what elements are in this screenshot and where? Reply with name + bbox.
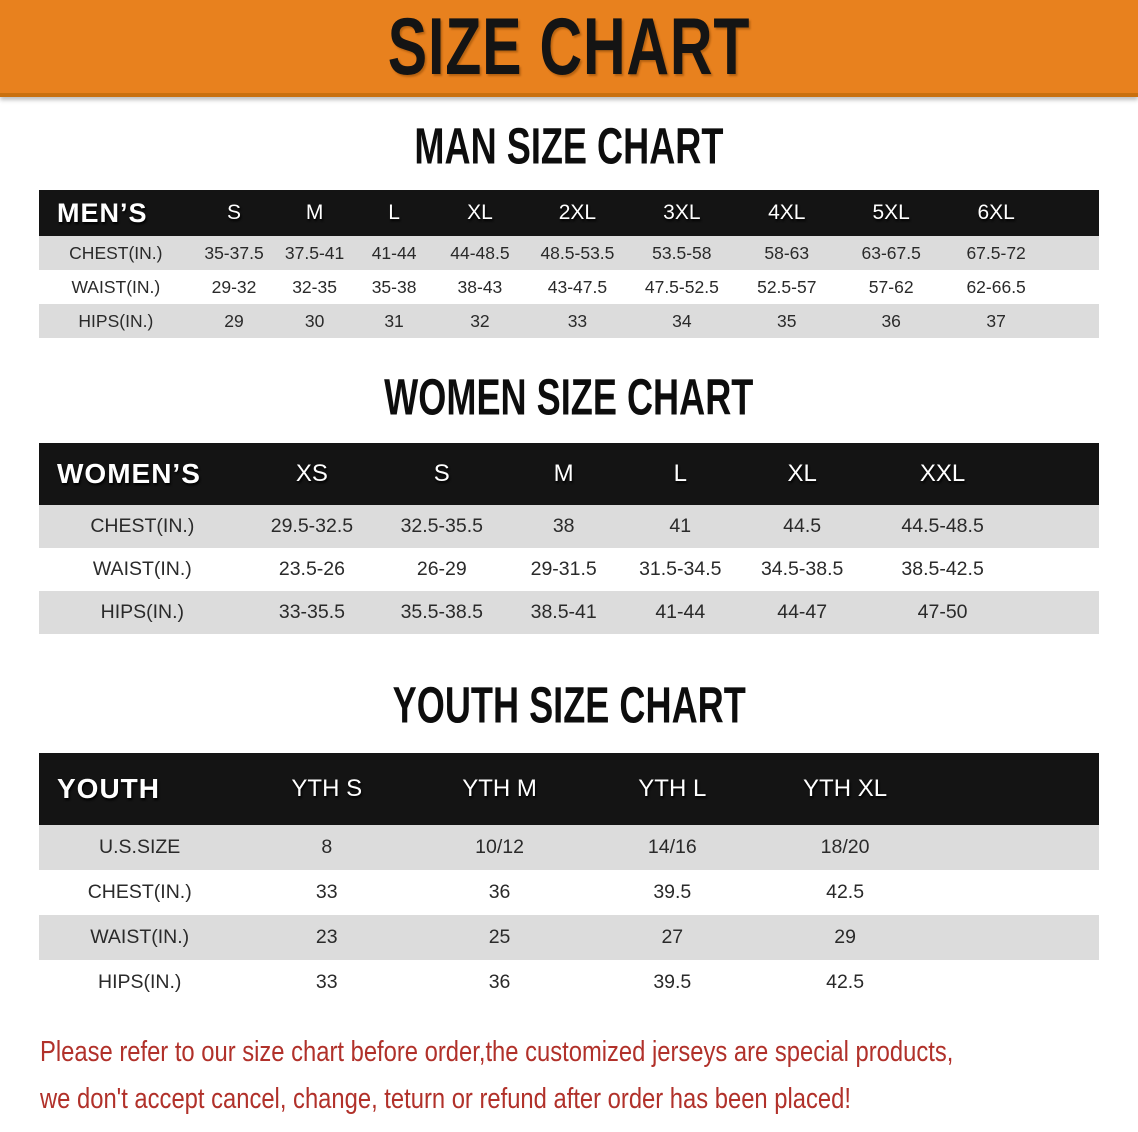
men-size-table [39,190,1099,338]
size-column-header: XXL [866,443,1020,505]
filler-cell [931,915,1099,960]
size-value: 36 [413,870,586,915]
size-value: 36 [413,960,586,1005]
size-value: 42.5 [759,960,932,1005]
size-value: 18/20 [759,825,932,870]
size-value: 44.5 [739,505,866,548]
youth-size-table [39,753,1099,1005]
size-value: 35.5-38.5 [378,591,505,634]
size-value: 10/12 [413,825,586,870]
size-value: 39.5 [586,870,759,915]
size-column-header: L [354,190,435,236]
size-column-header: 4XL [734,190,839,236]
size-column-header: L [622,443,739,505]
size-chart-banner [0,0,1138,97]
size-value: 14/16 [586,825,759,870]
size-value: 25 [413,915,586,960]
size-value: 47-50 [866,591,1020,634]
size-value: 34.5-38.5 [739,548,866,591]
size-value: 31.5-34.5 [622,548,739,591]
size-value: 36 [839,304,943,338]
women-section-heading-text: WOMEN SIZE CHART [384,369,754,427]
size-value: 38.5-41 [505,591,622,634]
size-column-header: 6XL [943,190,1049,236]
youth-section-heading [0,677,1138,735]
table-row [39,236,1099,270]
table-title-cell: YOUTH [39,753,240,825]
size-value: 43-47.5 [526,270,630,304]
size-value: 53.5-58 [629,236,734,270]
size-value: 33-35.5 [246,591,379,634]
size-column-header: M [275,190,353,236]
size-column-header: 5XL [839,190,943,236]
filler-cell [931,960,1099,1005]
filler-cell [1049,304,1099,338]
size-value: 23.5-26 [246,548,379,591]
size-value: 35 [734,304,839,338]
size-value: 29 [759,915,932,960]
size-column-header: XL [434,190,525,236]
size-value: 44-47 [739,591,866,634]
size-column-header: XL [739,443,866,505]
size-value: 37.5-41 [275,236,353,270]
size-column-header: XS [246,443,379,505]
size-column-header: YTH M [413,753,586,825]
filler-cell [1049,190,1099,236]
size-value: 23 [240,915,413,960]
disclaimer-line-1: Please refer to our size chart before order,the customized jerseys are special products, [40,1036,954,1068]
men-section-heading [0,118,1138,176]
measurement-label: HIPS(IN.) [39,960,240,1005]
measurement-label: WAIST(IN.) [39,270,193,304]
size-value: 35-37.5 [193,236,276,270]
women-section-heading [0,369,1138,427]
size-value: 67.5-72 [943,236,1049,270]
size-value: 52.5-57 [734,270,839,304]
filler-cell [1019,548,1099,591]
size-value: 35-38 [354,270,435,304]
men-section-heading-text: MAN SIZE CHART [414,118,724,176]
youth-section-heading-text: YOUTH SIZE CHART [392,677,746,735]
size-value: 33 [240,960,413,1005]
size-column-header: YTH L [586,753,759,825]
size-value: 8 [240,825,413,870]
measurement-label: WAIST(IN.) [39,915,240,960]
size-value: 63-67.5 [839,236,943,270]
size-value: 29.5-32.5 [246,505,379,548]
size-value: 30 [275,304,353,338]
size-value: 32.5-35.5 [378,505,505,548]
size-column-header: YTH S [240,753,413,825]
size-column-header: M [505,443,622,505]
filler-cell [1049,270,1099,304]
measurement-label: U.S.SIZE [39,825,240,870]
size-value: 41-44 [622,591,739,634]
measurement-label: HIPS(IN.) [39,591,246,634]
table-row [39,591,1099,634]
table-title-cell: WOMEN’S [39,443,246,505]
size-column-header: S [193,190,276,236]
filler-cell [1019,591,1099,634]
measurement-label: HIPS(IN.) [39,304,193,338]
size-value: 44-48.5 [434,236,525,270]
size-column-header: 2XL [526,190,630,236]
filler-cell [931,825,1099,870]
table-row [39,270,1099,304]
size-value: 38-43 [434,270,525,304]
size-value: 47.5-52.5 [629,270,734,304]
size-column-header: 3XL [629,190,734,236]
filler-cell [931,870,1099,915]
size-column-header: YTH XL [759,753,932,825]
size-column-header: S [378,443,505,505]
size-value: 41-44 [354,236,435,270]
filler-cell [1049,236,1099,270]
size-value: 37 [943,304,1049,338]
measurement-label: CHEST(IN.) [39,505,246,548]
disclaimer-note [40,1029,1138,1123]
size-value: 39.5 [586,960,759,1005]
disclaimer-line-2: we don't accept cancel, change, teturn or refund after order has been placed! [40,1082,851,1115]
size-value: 32-35 [275,270,353,304]
size-value: 31 [354,304,435,338]
table-header-row [39,190,1099,236]
size-value: 33 [240,870,413,915]
measurement-label: CHEST(IN.) [39,236,193,270]
size-value: 57-62 [839,270,943,304]
banner-title: SIZE CHART [387,1,751,92]
size-value: 29 [193,304,276,338]
size-value: 32 [434,304,525,338]
size-value: 48.5-53.5 [526,236,630,270]
table-header-row [39,443,1099,505]
filler-cell [931,753,1099,825]
size-value: 44.5-48.5 [866,505,1020,548]
table-header-row [39,753,1099,825]
size-value: 62-66.5 [943,270,1049,304]
size-value: 41 [622,505,739,548]
size-value: 38.5-42.5 [866,548,1020,591]
size-value: 29-32 [193,270,276,304]
table-row [39,304,1099,338]
size-value: 27 [586,915,759,960]
table-row [39,548,1099,591]
size-value: 29-31.5 [505,548,622,591]
filler-cell [1019,505,1099,548]
size-value: 58-63 [734,236,839,270]
table-row [39,915,1099,960]
table-row [39,960,1099,1005]
measurement-label: WAIST(IN.) [39,548,246,591]
size-value: 33 [526,304,630,338]
women-size-table [39,443,1099,634]
size-value: 34 [629,304,734,338]
size-value: 38 [505,505,622,548]
table-title-cell: MEN’S [39,190,193,236]
table-row [39,870,1099,915]
table-row [39,825,1099,870]
size-value: 42.5 [759,870,932,915]
measurement-label: CHEST(IN.) [39,870,240,915]
filler-cell [1019,443,1099,505]
table-row [39,505,1099,548]
size-value: 26-29 [378,548,505,591]
